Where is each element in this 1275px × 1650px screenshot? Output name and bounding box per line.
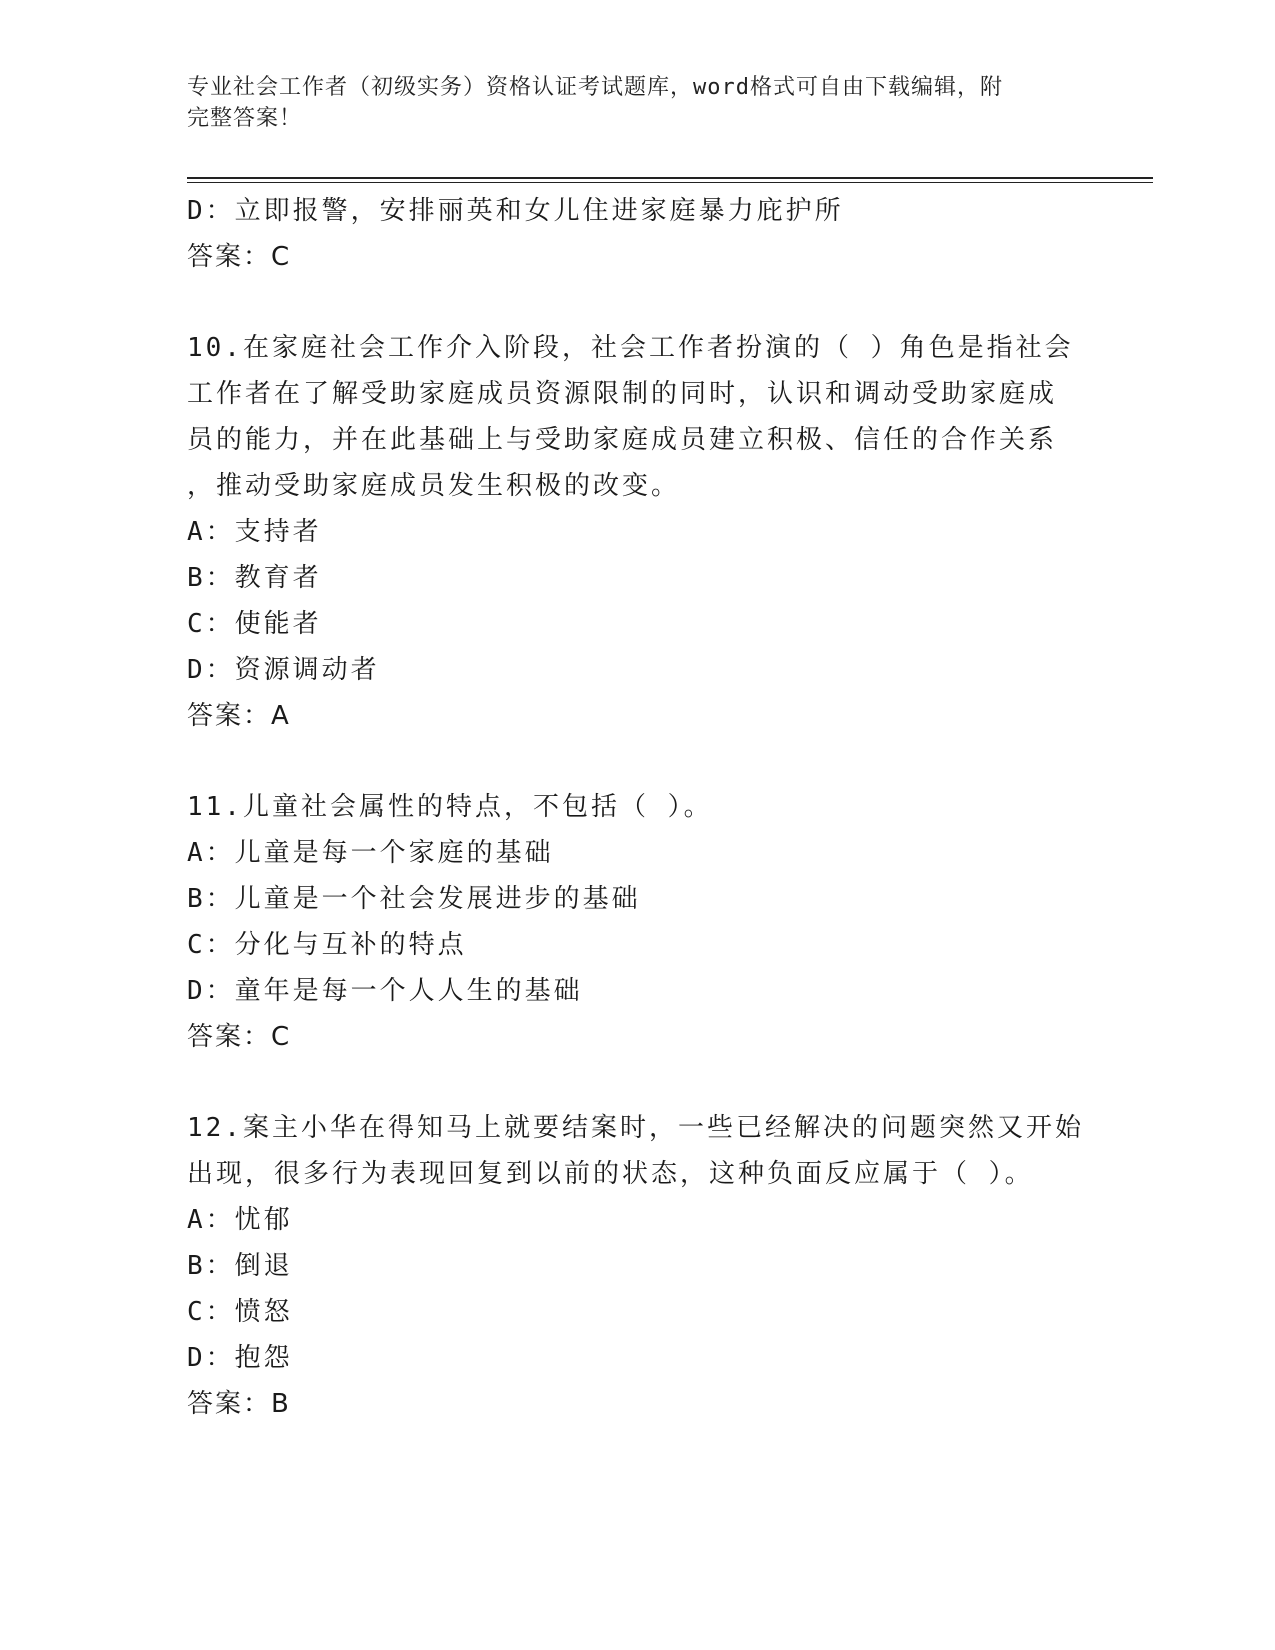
option-c: C：愤怒 (187, 1297, 293, 1327)
question-10 (187, 325, 1087, 739)
option-a: A：忧郁 (187, 1205, 293, 1235)
page-header (187, 72, 1067, 134)
question-12 (187, 1105, 1087, 1427)
answer-prev: 答案：C (187, 242, 292, 272)
option-b: B：儿童是一个社会发展进步的基础 (187, 884, 641, 914)
question-stem-line: 员的能力，并在此基础上与受助家庭成员建立积极、信任的合作关系 (187, 425, 1058, 455)
option-d: D：童年是每一个人人生的基础 (187, 976, 583, 1006)
question-stem-line: 10.在家庭社会工作介入阶段，社会工作者扮演的（ ）角色是指社会 (187, 333, 1074, 363)
spacer (187, 1060, 1087, 1105)
question-content (187, 188, 1087, 1427)
option-a: A：支持者 (187, 517, 322, 547)
question-stem-line: 出现，很多行为表现回复到以前的状态，这种负面反应属于（ ）。 (187, 1159, 1034, 1189)
option-d-prev: D：立即报警，安排丽英和女儿住进家庭暴力庇护所 (187, 196, 844, 226)
question-11 (187, 784, 1087, 1060)
option-c: C：使能者 (187, 609, 322, 639)
question-stem-line: 12.案主小华在得知马上就要结案时，一些已经解决的问题突然又开始 (187, 1113, 1084, 1143)
answer: 答案：B (187, 1389, 291, 1419)
question-stem-line: 11.儿童社会属性的特点，不包括（ ）。 (187, 792, 713, 822)
answer: 答案：A (187, 701, 291, 731)
option-d: D：资源调动者 (187, 655, 380, 685)
spacer (187, 739, 1087, 784)
header-divider-thin (187, 182, 1153, 183)
option-a: A：儿童是每一个家庭的基础 (187, 838, 554, 868)
option-b: B：倒退 (187, 1251, 293, 1281)
option-b: B：教育者 (187, 563, 322, 593)
question-stem-line: 工作者在了解受助家庭成员资源限制的同时，认识和调动受助家庭成 (187, 379, 1058, 409)
answer: 答案：C (187, 1022, 292, 1052)
question-stem-line: ，推动受助家庭成员发生积极的改变。 (187, 471, 681, 501)
spacer (187, 280, 1087, 325)
option-d: D：抱怨 (187, 1343, 293, 1373)
header-divider-thick (187, 177, 1153, 179)
header-line-1: 专业社会工作者（初级实务）资格认证考试题库，word格式可自由下载编辑，附 (187, 75, 1003, 100)
header-line-2: 完整答案！ (187, 106, 303, 131)
option-c: C：分化与互补的特点 (187, 930, 467, 960)
